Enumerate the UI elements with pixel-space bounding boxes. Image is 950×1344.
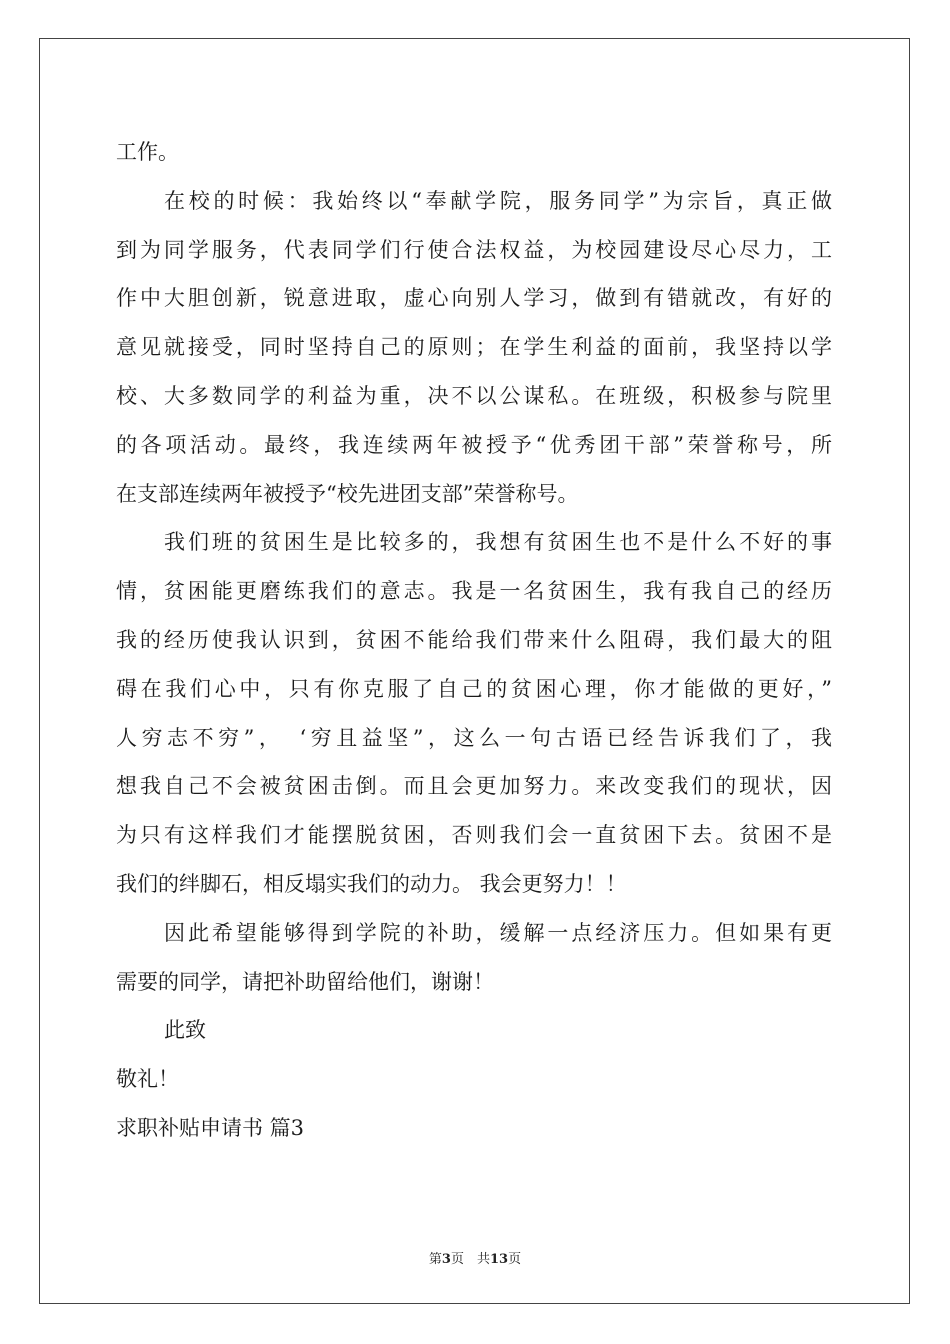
text-line: 求职补贴申请书 篇3 <box>116 1115 305 1140</box>
text-line: 我们的绊脚石，相反塌实我们的动力。 我会更努力！！ <box>116 871 627 896</box>
text-line: 碍在我们心中，只有你克服了自己的贫困心理，你才能做的更好，” <box>116 676 832 701</box>
text-line: 工作。 <box>116 140 179 164</box>
text-line: 因此希望能够得到学院的补助，缓解一点经济压力。但如果有更 <box>164 920 832 945</box>
text-line: 意见就接受，同时坚持自己的原则；在学生利益的面前，我坚持以学 <box>116 335 832 360</box>
text-line: 在支部连续两年被授予“校先进团支部”荣誉称号。 <box>116 481 579 506</box>
text-line: 人穷志不穷”， ‘穷且益坚”，这么一句古语已经告诉我们了，我 <box>116 725 832 750</box>
text-line: 敬礼！ <box>116 1067 179 1092</box>
text-line: 想我自己不会被贫困击倒。而且会更加努力。来改变我们的现状，因 <box>116 774 832 799</box>
text-line: 情，贫困能更磨练我们的意志。我是一名贫困生，我有我自己的经历 <box>116 579 832 604</box>
text-line: 此致 <box>164 1018 206 1043</box>
text-line: 作中大胆创新，锐意进取，虚心向别人学习，做到有错就改，有好的 <box>116 286 832 311</box>
text-line: 需要的同学，请把补助留给他们，谢谢！ <box>116 969 494 994</box>
document-body <box>116 128 832 1153</box>
footer-total-suffix: 页 <box>508 1252 522 1267</box>
text-line: 到为同学服务，代表同学们行使合法权益，为校园建设尽心尽力，工 <box>116 237 832 262</box>
total-pages-number: 13 <box>489 1252 509 1267</box>
text-line: 校、大多数同学的利益为重，决不以公谋私。在班级，积极参与院里 <box>116 383 832 408</box>
text-line: 我的经历使我认识到，贫困不能给我们带来什么阻碍，我们最大的阻 <box>116 627 832 652</box>
footer-page-suffix: 页 共 <box>450 1252 490 1267</box>
text-line: 在校的时候：我始终以“奉献学院，服务同学”为宗旨，真正做 <box>164 188 832 213</box>
current-page-number: 3 <box>441 1252 451 1267</box>
text-line: 的各项活动。最终，我连续两年被授予“优秀团干部”荣誉称号，所 <box>116 432 832 457</box>
page-footer <box>0 1248 950 1267</box>
text-line: 为只有这样我们才能摆脱贫困，否则我们会一直贫困下去。贫困不是 <box>116 823 832 848</box>
text-line: 我们班的贫困生是比较多的，我想有贫困生也不是什么不好的事 <box>164 530 832 555</box>
footer-prefix: 第 <box>428 1252 442 1267</box>
